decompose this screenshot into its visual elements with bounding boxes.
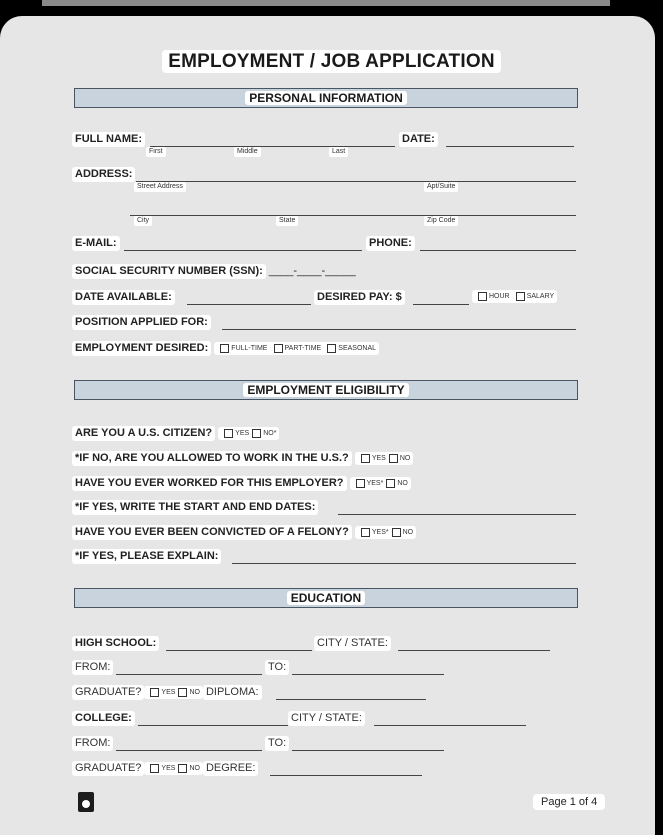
city-state-zip-field[interactable] (130, 215, 576, 216)
ssn-label: SOCIAL SECURITY NUMBER (SSN): ____-____-_____ (72, 264, 356, 279)
allowed-to-work-question: *IF NO, ARE YOU ALLOWED TO WORK IN THE U.S.? YES NO (72, 451, 413, 466)
hs-to-label: TO: (265, 660, 289, 675)
hs-graduate-label: GRADUATE? YES NO DIPLOMA: (72, 685, 262, 700)
citizen-yes-checkbox[interactable] (224, 429, 233, 438)
allowed-yes-checkbox[interactable] (361, 454, 370, 463)
date-field[interactable] (446, 146, 574, 147)
college-field[interactable] (138, 725, 288, 726)
hour-checkbox[interactable] (478, 292, 487, 301)
date-label: DATE: (399, 132, 438, 147)
window-top-bar (42, 0, 610, 6)
worked-yes-checkbox[interactable] (356, 479, 365, 488)
hs-city-state-label: CITY / STATE: (314, 636, 391, 651)
date-available-field[interactable] (187, 304, 311, 305)
college-from-label: FROM: (72, 736, 113, 751)
degree-field[interactable] (270, 775, 422, 776)
felony-no-checkbox[interactable] (392, 528, 401, 537)
apt-suite-sublabel: Apt/Suite (424, 182, 458, 192)
worked-no-checkbox[interactable] (386, 479, 395, 488)
address-label: ADDRESS: (72, 167, 135, 182)
explain-label: *IF YES, PLEASE EXPLAIN: (72, 549, 221, 564)
phone-label: PHONE: (366, 236, 415, 251)
college-from-field[interactable] (116, 750, 262, 751)
street-address-field[interactable] (136, 181, 576, 182)
high-school-field[interactable] (166, 650, 312, 651)
position-field[interactable] (222, 329, 576, 330)
felony-question: HAVE YOU EVER BEEN CONVICTED OF A FELONY? YES* NO (72, 525, 416, 540)
full-name-field[interactable] (150, 146, 395, 147)
hs-from-field[interactable] (116, 674, 262, 675)
full-time-checkbox[interactable] (220, 344, 229, 353)
middle-sublabel: Middle (234, 147, 261, 157)
college-to-label: TO: (265, 736, 289, 751)
phone-field[interactable] (420, 250, 576, 251)
window-right-edge (655, 0, 663, 835)
college-city-state-label: CITY / STATE: (288, 711, 365, 726)
felony-yes-checkbox[interactable] (361, 528, 370, 537)
city-sublabel: City (134, 216, 152, 226)
hs-to-field[interactable] (292, 674, 444, 675)
email-label: E-MAIL: (72, 236, 120, 251)
college-label: COLLEGE: (72, 711, 135, 726)
diploma-field[interactable] (276, 699, 426, 700)
hs-city-state-field[interactable] (398, 650, 550, 651)
explain-field[interactable] (232, 563, 576, 564)
last-sublabel: Last (329, 147, 348, 157)
full-name-label: FULL NAME: (72, 132, 145, 147)
state-sublabel: State (276, 216, 298, 226)
page-number: Page 1 of 4 (533, 794, 605, 810)
zip-code-sublabel: Zip Code (424, 216, 458, 226)
degree-label: DEGREE: (203, 761, 259, 776)
college-graduate-label: GRADUATE? YES NO DEGREE: (72, 761, 258, 776)
pay-type-options: HOUR SALARY (472, 290, 557, 303)
salary-checkbox[interactable] (516, 292, 525, 301)
street-address-sublabel: Street Address (134, 182, 186, 192)
worked-before-question: HAVE YOU EVER WORKED FOR THIS EMPLOYER? YES* NO (72, 476, 411, 491)
diploma-label: DIPLOMA: (203, 685, 262, 700)
hs-from-label: FROM: (72, 660, 113, 675)
hs-graduate-no-checkbox[interactable] (178, 688, 187, 697)
section-personal-information: PERSONAL INFORMATION (74, 88, 578, 108)
start-end-dates-label: *IF YES, WRITE THE START AND END DATES: (72, 500, 318, 515)
document-icon (78, 792, 94, 812)
email-field[interactable] (124, 250, 362, 251)
seasonal-checkbox[interactable] (327, 344, 336, 353)
college-city-state-field[interactable] (374, 725, 526, 726)
part-time-checkbox[interactable] (274, 344, 283, 353)
college-to-field[interactable] (292, 750, 444, 751)
hs-graduate-yes-checkbox[interactable] (150, 688, 159, 697)
citizen-question: ARE YOU A U.S. CITIZEN? YES NO* (72, 426, 279, 441)
desired-pay-label: DESIRED PAY: $ (314, 290, 405, 305)
section-education: EDUCATION (74, 588, 578, 608)
ssn-field[interactable]: ____-____-_____ (268, 265, 356, 277)
college-graduate-no-checkbox[interactable] (178, 764, 187, 773)
date-available-label: DATE AVAILABLE: (72, 290, 175, 305)
position-label: POSITION APPLIED FOR: (72, 315, 211, 330)
form-title: EMPLOYMENT / JOB APPLICATION (0, 51, 663, 73)
desired-pay-field[interactable] (413, 304, 469, 305)
citizen-no-checkbox[interactable] (252, 429, 261, 438)
employment-desired-label: EMPLOYMENT DESIRED: FULL-TIME PART-TIME SEASONAL (72, 341, 379, 356)
first-sublabel: First (146, 147, 166, 157)
college-graduate-yes-checkbox[interactable] (150, 764, 159, 773)
high-school-label: HIGH SCHOOL: (72, 636, 159, 651)
section-employment-eligibility: EMPLOYMENT ELIGIBILITY (74, 380, 578, 400)
allowed-no-checkbox[interactable] (389, 454, 398, 463)
start-end-dates-field[interactable] (338, 514, 576, 515)
